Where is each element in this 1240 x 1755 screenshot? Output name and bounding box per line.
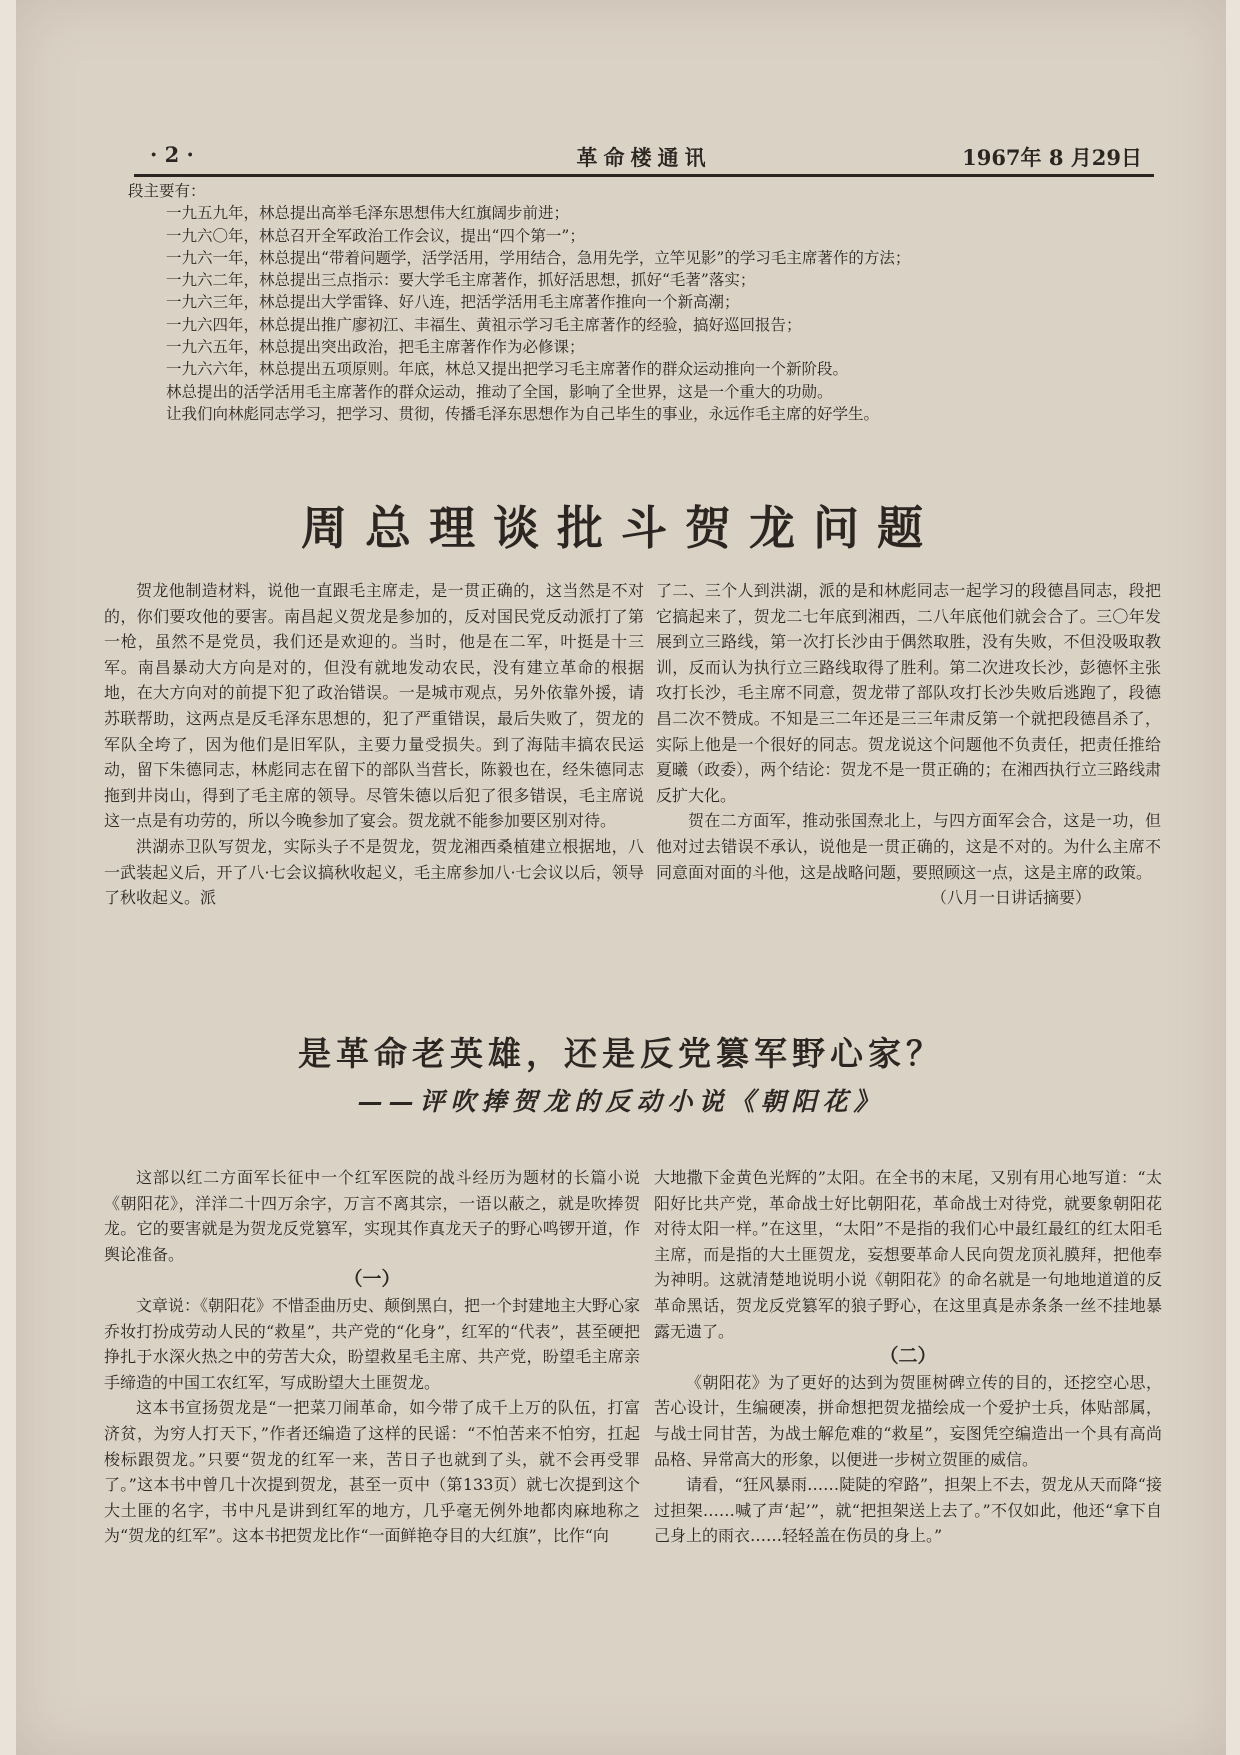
article2-column-right bbox=[654, 1165, 1162, 1549]
intro-item: 一九六六年，林总提出五项原则。年底，林总又提出把学习毛主席著作的群众运动推向一个新阶段。 bbox=[166, 360, 849, 379]
article-paragraph: 贺龙他制造材料，说他一直跟毛主席走，是一贯正确的，这当然是不对的，你们要攻他的要害。南昌起义贺龙是参加的，反对国民党反动派打了第一枪，虽然不是党员，我们还是欢迎的。当时，他是在二军，叶挺是十三军。南昌暴动大方向是对的，但没有就地发动农民，没有建立革命的根据地，在大方向对的前提下犯了政治错误。一是城市观点，另外依靠外援，请苏联帮助，这两点是反毛泽东思想的，犯了严重错误，最后失败了，贺龙的军队全垮了，因为他们是旧军队，主要力量受损失。到了海陆丰搞农民运动，留下朱德同志，林彪同志在留下的部队当营长，陈毅也在，经朱德同志拖到井岗山，得到了毛主席的领导。尽管朱德以后犯了很多错误，毛主席说这一点是有功劳的，所以今晚参加了宴会。贺龙就不能参加要区别对待。 bbox=[104, 581, 644, 831]
article-paragraph: 请看，“狂风暴雨……陡陡的窄路”，担架上不去，贺龙从天而降“接过担架……喊了声‘起’”，就“把担架送上去了。”不仅如此，他还“拿下自己身上的雨衣……轻轻盖在伤员的身上。” bbox=[654, 1475, 1162, 1546]
article1-title: 周总理谈批斗贺龙问题 bbox=[301, 501, 941, 555]
article-paragraph: 贺在二方面军，推动张国焘北上，与四方面军会合，这是一功，但他对过去错误不承认，说他是一贯正确的，这是不对的。为什么主席不同意面对面的斗他，这是战略问题，要照顾这一点，这是主席的政策。 bbox=[656, 811, 1161, 882]
article-paragraph: 文章说：《朝阳花》不惜歪曲历史、颠倒黑白，把一个封建地主大野心家乔妆打扮成劳动人民的“救星”，共产党的“化身”，红军的“代表”，甚至硬把挣扎于水深火热之中的劳苦大众，盼望救星毛主席、共产党，盼望毛主席亲手缔造的中国工农红军，写成盼望大土匪贺龙。 bbox=[104, 1295, 641, 1392]
masthead bbox=[134, 130, 1154, 170]
intro-item: 一九六三年，林总提出大学雷锋、好八连，把活学活用毛主席著作推向一个新高潮； bbox=[166, 293, 740, 312]
intro-paragraph: 让我们向林彪同志学习，把学习、贯彻，传播毛泽东思想作为自己毕生的事业，永远作毛主席的好学生。 bbox=[166, 404, 880, 423]
intro-item: 一九六二年，林总提出三点指示：要大学毛主席著作，抓好活思想，抓好“毛著”落实； bbox=[166, 271, 756, 290]
page-number: · 2 · bbox=[150, 142, 194, 167]
intro-paragraph: 林总提出的活学活用毛主席著作的群众运动，推动了全国，影响了全世界，这是一个重大的功勋。 bbox=[166, 382, 833, 401]
article2-column-left bbox=[104, 1165, 640, 1549]
intro-item: 一九六一年，林总提出“带着问题学，活学活用，学用结合，急用先学，立竿见影”的学习毛主席著作的方法； bbox=[166, 248, 911, 267]
article2-title: 是革命老英雄，还是反党篡军野心家？ bbox=[298, 1034, 944, 1073]
article1-column-right bbox=[656, 578, 1161, 911]
article-paragraph: 这部以红二方面军长征中一个红军医院的战斗经历为题材的长篇小说《朝阳花》，洋洋二十四万余字，万言不离其宗，一语以蔽之，就是吹捧贺龙。它的要害就是为贺龙反党篡军，实现其作真龙天子的野心鸣锣开道，作舆论准备。 bbox=[104, 1168, 640, 1264]
section-heading: （一） bbox=[343, 1268, 401, 1291]
header-rule bbox=[134, 174, 1154, 177]
intro-item: 一九六四年，林总提出推广廖初江、丰福生、黄祖示学习毛主席著作的经验，搞好巡回报告； bbox=[166, 315, 802, 334]
paper-name: 革命楼通讯 bbox=[576, 145, 712, 170]
intro-lead: 段主要有： bbox=[128, 182, 206, 200]
intro-section bbox=[128, 180, 1168, 425]
article-paragraph: 这本书宣扬贺龙是“一把菜刀闹革命，如今带了成千上万的队伍，打富济贫，为穷人打天下，”作者还编造了这样的民谣：“不怕苦来不怕穷，扛起梭标跟贺龙。”只要“贺龙的红军一来，苦日子也就到了头，就不会再受罪了。”这本书中曾几十次提到贺龙，甚至一页中（第133页）就七次提到这个大土匪的名字，书中凡是讲到红军的地方，几乎毫无例外地都肉麻地称之为“贺龙的红军”。这本书把贺龙比作“一面鲜艳夺目的大红旗”，比作“向 bbox=[104, 1398, 640, 1546]
issue-date: 1967年 8 月29日 bbox=[962, 145, 1142, 170]
article-paragraph: 大地撒下金黄色光辉的”太阳。在全书的末尾，又别有用心地写道：“太阳好比共产党，革命战士好比朝阳花，革命战士对待党，就要象朝阳花对待太阳一样。”在这里，“太阳”不是指的我们心中最红最红的红太阳毛主席，而是指的大土匪贺龙，妄想要革命人民向贺龙顶礼膜拜，把他奉为神明。这就清楚地说明小说《朝阳花》的命名就是一句地地道道的反革命黑话，贺龙反党篡军的狼子野心，在这里真是赤条条一丝不挂地暴露无遗了。 bbox=[654, 1168, 1162, 1341]
article-paragraph: 了二、三个人到洪湖，派的是和林彪同志一起学习的段德昌同志，段把它搞起来了，贺龙二七年底到湘西，二八年底他们就会合了。三〇年发展到立三路线，第一次打长沙由于偶然取胜，没有失败，不但没吸取教训，反而认为执行立三路线取得了胜利。第二次进攻长沙，彭德怀主张攻打长沙，毛主席不同意，贺龙带了部队攻打长沙失败后逃跑了，段德昌二次不赞成。不知是三二年还是三三年肃反第一个就把段德昌杀了，实际上他是一个很好的同志。贺龙说这个问题他不负责任，把责任推给夏曦（政委），两个结论：贺龙不是一贯正确的；在湘西执行立三路线肃反扩大化。 bbox=[656, 581, 1161, 805]
intro-item: 一九六〇年，林总召开全军政治工作会议，提出“四个第一”； bbox=[166, 226, 585, 245]
article-paragraph: 《朝阳花》为了更好的达到为贺匪树碑立传的目的，还挖空心思，苦心设计，生编硬凑，拼命想把贺龙描绘成一个爱护士兵，体贴部属，与战士同甘苦，为战士解危难的“救星”，妄图凭空编造出一个具有高尚品格、异常高大的形象，以便进一步树立贺匪的威信。 bbox=[654, 1372, 1162, 1469]
article2-subtitle: ——评吹捧贺龙的反动小说《朝阳花》 bbox=[357, 1087, 885, 1116]
article-paragraph: 洪湖赤卫队写贺龙，实际头子不是贺龙，贺龙湘西桑植建立根据地，八一武装起义后，开了八·七会议搞秋收起义，毛主席参加八·七会议以后，领导了秋收起义。派 bbox=[104, 836, 644, 908]
newspaper-page bbox=[16, 0, 1226, 1755]
intro-item: 一九五九年，林总提出高举毛泽东思想伟大红旗阔步前进； bbox=[166, 204, 570, 223]
article1-source-note: （八月一日讲话摘要） bbox=[930, 888, 1091, 908]
intro-item: 一九六五年，林总提出突出政治，把毛主席著作作为必修课； bbox=[166, 338, 585, 357]
article1-column-left bbox=[104, 578, 644, 911]
section-heading: （二） bbox=[879, 1345, 937, 1368]
